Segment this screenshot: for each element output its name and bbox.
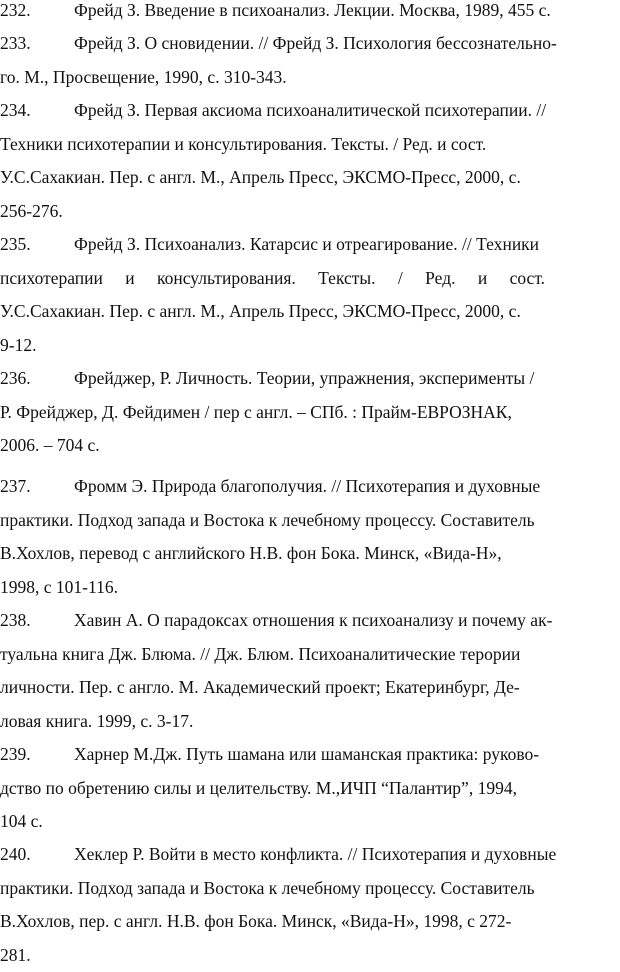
entry-text-line: 256-276. <box>0 195 608 229</box>
entry-text-line: дство по обретению силы и целительству. М.,ИЧП “Палантир”, 1994, <box>0 772 608 806</box>
bibliography-entry-240 <box>0 838 608 972</box>
entry-number: 237. <box>0 470 74 504</box>
entry-text: Харнер М.Дж. Путь шамана или шаманская практика: руково- <box>74 744 539 764</box>
bibliography-entry-236 <box>0 362 608 463</box>
entry-first-line <box>0 94 608 128</box>
entry-first-line <box>0 604 608 638</box>
entry-text-line: личности. Пер. с англо. М. Академический проект; Екатеринбург, Де- <box>0 671 608 705</box>
entry-text-line: 281. <box>0 939 608 972</box>
bibliography-entry-234 <box>0 94 608 228</box>
entry-text-line: Техники психотерапии и консультирования. Тексты. / Ред. и сост. <box>0 128 608 162</box>
entry-text-line: У.С.Сахакиан. Пер. с англ. М., Апрель Пресс, ЭКСМО-Пресс, 2000, с. <box>0 295 608 329</box>
entry-text-line: туальна книга Дж. Блюма. // Дж. Блюм. Психоаналитические терории <box>0 638 608 672</box>
entry-text: Фрейджер, Р. Личность. Теории, упражнения, эксперименты / <box>74 368 534 388</box>
entry-number: 232. <box>0 0 74 28</box>
entry-text-line: практики. Подход запада и Востока к лечебному процессу. Составитель <box>0 504 608 538</box>
entry-first-line <box>0 362 608 396</box>
entry-text-line: ловая книга. 1999, с. 3-17. <box>0 705 608 739</box>
entry-text: Хавин А. О парадоксах отношения к психоанализу и почему ак- <box>74 610 552 630</box>
entry-number: 239. <box>0 738 74 772</box>
entry-first-line <box>0 738 608 772</box>
entry-number: 236. <box>0 362 74 396</box>
entry-text: Фрейд З. Введение в психоанализ. Лекции. Москва, 1989, 455 с. <box>74 0 551 20</box>
entry-first-line <box>0 228 608 262</box>
entry-text: Фрейд З. Психоанализ. Катарсис и отреагирование. // Техники <box>74 234 539 254</box>
bibliography-entry-235 <box>0 228 608 362</box>
entry-text-line: В.Хохлов, пер. с англ. Н.В. фон Бока. Минск, «Вида-Н», 1998, с 272- <box>0 905 608 939</box>
entry-text: Фрейд З. Первая аксиома психоаналитической психотерапии. // <box>74 100 546 120</box>
entry-number: 240. <box>0 838 74 872</box>
entry-first-line <box>0 470 608 504</box>
entry-text: Фромм Э. Природа благополучия. // Психотерапия и духовные <box>74 476 540 496</box>
entry-number: 233. <box>0 27 74 61</box>
entry-text-line: 1998, с 101-116. <box>0 571 608 605</box>
bibliography-entry-232 <box>0 0 608 28</box>
entry-text-line: психотерапии и консультирования. Тексты. / Ред. и сост. <box>0 262 608 296</box>
bibliography-entry-239 <box>0 738 608 839</box>
entry-text-line: го. М., Просвещение, 1990, с. 310-343. <box>0 61 608 95</box>
entry-number: 234. <box>0 94 74 128</box>
entry-text-line: 2006. – 704 с. <box>0 429 608 463</box>
entry-text-line: практики. Подход запада и Востока к лечебному процессу. Составитель <box>0 872 608 906</box>
entry-number: 235. <box>0 228 74 262</box>
entry-text-line: В.Хохлов, перевод с английского Н.В. фон Бока. Минск, «Вида-Н», <box>0 537 608 571</box>
entry-text-line: 104 с. <box>0 805 608 839</box>
entry-text-line: 9-12. <box>0 329 608 363</box>
bibliography-entry-233 <box>0 27 608 94</box>
bibliography-entry-238 <box>0 604 608 738</box>
entry-text-line: Р. Фрейджер, Д. Фейдимен / пер с англ. – СПб. : Прайм-ЕВРОЗНАК, <box>0 396 608 430</box>
entry-text: Фрейд З. О сновидении. // Фрейд З. Психология бессознательно- <box>74 33 557 53</box>
entry-text: Хеклер Р. Войти в место конфликта. // Психотерапия и духовные <box>74 844 556 864</box>
entry-first-line <box>0 0 608 28</box>
entry-number: 238. <box>0 604 74 638</box>
entry-text-line: У.С.Сахакиан. Пер. с англ. М., Апрель Пресс, ЭКСМО-Пресс, 2000, с. <box>0 161 608 195</box>
entry-first-line <box>0 838 608 872</box>
bibliography-entry-237 <box>0 470 608 604</box>
entry-first-line <box>0 27 608 61</box>
